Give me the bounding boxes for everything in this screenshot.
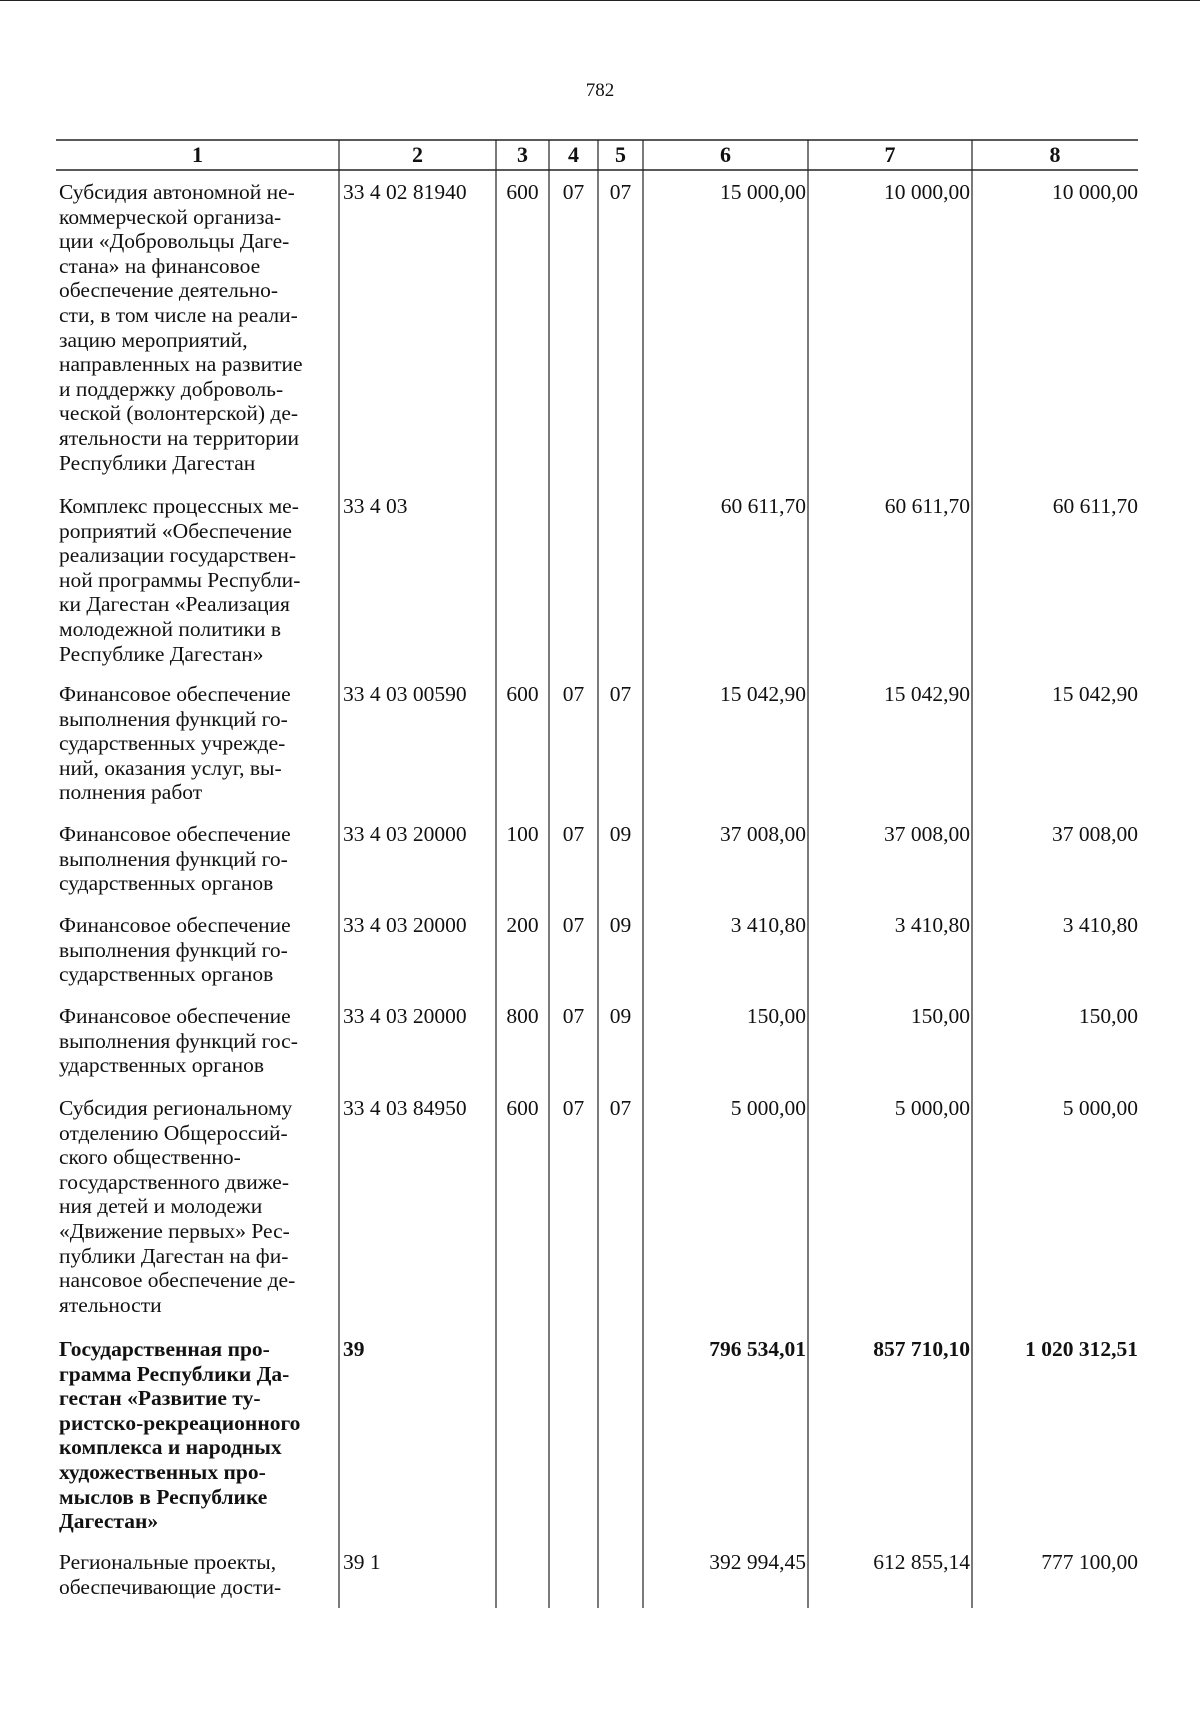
row-0-col3: 600 (506, 180, 539, 204)
row-4-name: Финансовое обеспечение выполнения функций го- сударственных органов (59, 913, 291, 987)
row-4-col3: 200 (506, 913, 539, 937)
row-6-col4: 07 (562, 1096, 585, 1120)
row-4-col6: 3 410,80 (730, 913, 806, 937)
row-5-col5: 09 (609, 1004, 632, 1028)
row-2-col6: 15 042,90 (720, 682, 806, 706)
row-3-code: 33 4 03 20000 (343, 822, 467, 846)
row-4-col5: 09 (609, 913, 632, 937)
row-2-code: 33 4 03 00590 (343, 682, 467, 706)
row-8-col7: 612 855,14 (873, 1550, 970, 1574)
row-3-col6: 37 008,00 (720, 822, 806, 846)
row-5-col3: 800 (506, 1004, 539, 1028)
row-6-code: 33 4 03 84950 (343, 1096, 467, 1120)
row-8-code: 39 1 (343, 1550, 381, 1574)
row-3-name: Финансовое обеспечение выполнения функций го- сударственных органов (59, 822, 291, 896)
page-number: 782 (585, 80, 615, 101)
row-6-col7: 5 000,00 (894, 1096, 970, 1120)
row-3-col4: 07 (562, 822, 585, 846)
header-col-5: 5 (615, 142, 626, 167)
row-4-col4: 07 (562, 913, 585, 937)
row-8-name: Региональные проекты, обеспечивающие дости- (59, 1550, 282, 1599)
row-0-name: Субсидия автономной не- коммерческой организа- ции «Добровольцы Даге- стана» на финансовое обеспечение деятельно- сти, в том числе на реали- зацию мероприятий, направленных на развитие и поддержку доброволь- ческой (волонтерской) де- ятельности на территории Республики Дагестан (59, 180, 303, 475)
row-5-code: 33 4 03 20000 (343, 1004, 467, 1028)
row-5-col7: 150,00 (910, 1004, 970, 1028)
row-3-col7: 37 008,00 (884, 822, 970, 846)
row-1-col6: 60 611,70 (720, 494, 806, 518)
row-0-col6: 15 000,00 (720, 180, 806, 204)
row-7-col7: 857 710,10 (873, 1337, 970, 1361)
header-col-4: 4 (568, 142, 579, 167)
row-4-col8: 3 410,80 (1062, 913, 1138, 937)
row-5-col8: 150,00 (1078, 1004, 1138, 1028)
row-7-col6: 796 534,01 (709, 1337, 806, 1361)
row-2-col7: 15 042,90 (884, 682, 970, 706)
header-col-7: 7 (884, 142, 896, 167)
row-0-col5: 07 (609, 180, 632, 204)
row-2-col5: 07 (609, 682, 632, 706)
row-0-col4: 07 (562, 180, 585, 204)
row-6-name: Субсидия региональному отделению Общероссий- ского общественно- государственного движе- ния детей и молодежи «Движение первых» Рес- публики Дагестан на фи- нансовое обеспечение де- ятельности (59, 1096, 296, 1317)
row-1-col8: 60 611,70 (1052, 494, 1138, 518)
header-col-8: 8 (1049, 142, 1061, 167)
row-0-col7: 10 000,00 (884, 180, 970, 204)
row-6-col6: 5 000,00 (730, 1096, 806, 1120)
row-0-col8: 10 000,00 (1052, 180, 1138, 204)
row-2-name: Финансовое обеспечение выполнения функций го- сударственных учрежде- ний, оказания услуг, вы- полнения работ (59, 682, 291, 805)
top-border-line (0, 0, 1200, 1)
row-2-col4: 07 (562, 682, 585, 706)
row-6-col5: 07 (609, 1096, 632, 1120)
row-5-col6: 150,00 (746, 1004, 806, 1028)
header-col-2: 2 (412, 142, 423, 167)
row-8-col6: 392 994,45 (709, 1550, 806, 1574)
header-col-1: 1 (192, 142, 203, 167)
header-col-3: 3 (517, 142, 528, 167)
row-1-col7: 60 611,70 (884, 494, 970, 518)
row-5-col4: 07 (562, 1004, 585, 1028)
row-7-col8: 1 020 312,51 (1025, 1337, 1138, 1361)
row-7-code: 39 (343, 1337, 365, 1361)
row-3-col8: 37 008,00 (1052, 822, 1138, 846)
row-6-col3: 600 (506, 1096, 539, 1120)
row-8-col8: 777 100,00 (1041, 1550, 1138, 1574)
row-6-col8: 5 000,00 (1062, 1096, 1138, 1120)
row-1-code: 33 4 03 (343, 494, 408, 518)
row-5-name: Финансовое обеспечение выполнения функций гос- ударственных органов (59, 1004, 298, 1078)
row-3-col5: 09 (609, 822, 632, 846)
row-4-col7: 3 410,80 (894, 913, 970, 937)
row-4-code: 33 4 03 20000 (343, 913, 467, 937)
row-2-col8: 15 042,90 (1052, 682, 1138, 706)
row-2-col3: 600 (506, 682, 539, 706)
row-1-name: Комплекс процессных ме- роприятий «Обеспечение реализации государствен- ной программы Республи- ки Дагестан «Реализация молодежной политики в Республике Дагестан» (59, 494, 301, 666)
row-0-code: 33 4 02 81940 (343, 180, 467, 204)
header-col-6: 6 (720, 142, 731, 167)
row-3-col3: 100 (506, 822, 539, 846)
row-7-name: Государственная про- грамма Республики Да- гестан «Развитие ту- ристско-рекреационного комплекса и народных художественных про- мыслов в Республике Дагестан» (59, 1337, 301, 1534)
